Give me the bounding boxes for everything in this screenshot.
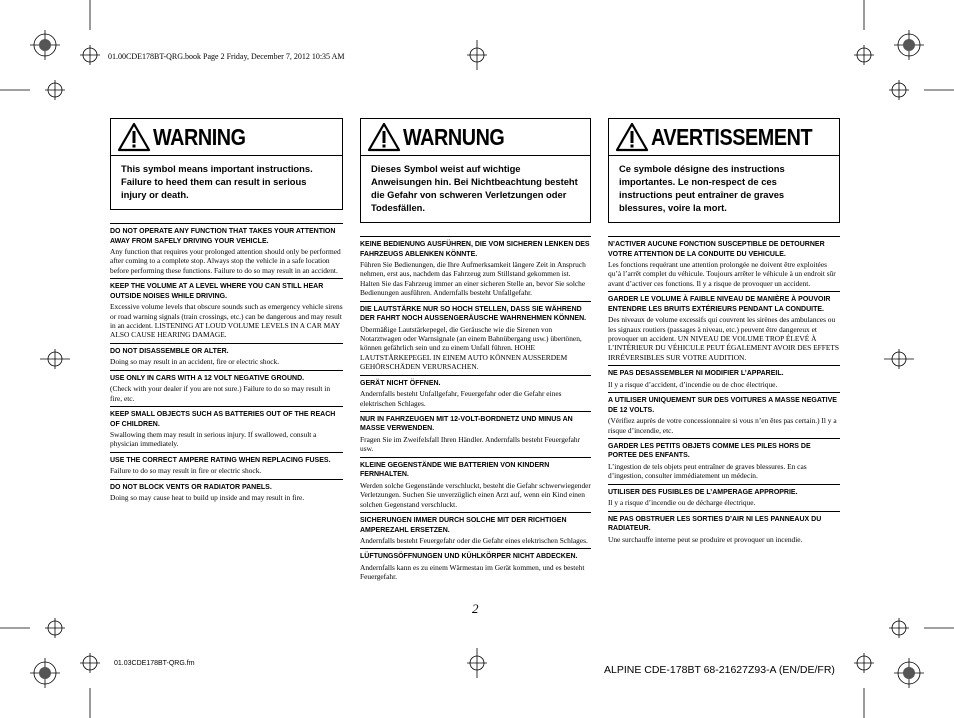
item-text: Andernfalls besteht Feuergefahr oder die Gefahr eines elektrischen Schlages.	[360, 536, 588, 545]
item-text: Übermäßige Lautstärkepegel, die Geräusche wie die Sirenen von Notarztwagen oder Warnsignale (an einem Bahnübergang usw.) übertönen, können gefährlich sein und zu einem Unfall führen. HOHE LAUTSTÄRKEPEGEL IN EINEM AUTO KÖNNEN AUSSERDEM GEHÖRSCHÄDEN VERURSACHEN.	[360, 324, 582, 372]
warning-item	[608, 438, 840, 481]
warning-item	[360, 512, 591, 545]
item-heading: DO NOT OPERATE ANY FUNCTION THAT TAKES YOUR ATTENTION AWAY FROM SAFELY DRIVING YOUR VEHICLE.	[110, 228, 336, 245]
item-text: L’ingestion de tels objets peut entraîner de graves blessures. En cas d’ingestion, consulter immédiatement un médecin.	[608, 461, 807, 481]
warning-title-bar	[609, 119, 839, 156]
item-text: Doing so may cause heat to build up inside and may result in fire.	[110, 493, 305, 503]
warning-item	[360, 301, 591, 372]
item-heading: UTILISER DES FUSIBLES DE L’AMPERAGE APPROPRIE.	[608, 488, 798, 496]
warning-intro: This symbol means important instructions. Failure to heed them can result in serious injury or death.	[121, 163, 313, 200]
item-heading: KLEINE GEGENSTÄNDE WIE BATTERIEN VON KINDERN FERNHALTEN.	[360, 461, 550, 479]
footer-model: ALPINE CDE-178BT 68-21627Z93-A (EN/DE/FR)	[604, 664, 835, 676]
warning-item	[360, 375, 591, 408]
warning-item	[110, 406, 343, 449]
item-text: Führen Sie Bedienungen, die Ihre Aufmerksamkeit längere Zeit in Anspruch nehmen, erst aus, nachdem das Fahrzeug zum Stillstand gekommen ist. Halten Sie das Fahrzeug immer an einer sicheren Stelle an, bevor Sie solche Bedienungen ausführen. Andernfalls besteht Unfallgefahr.	[360, 260, 586, 298]
warning-item	[608, 291, 840, 362]
item-heading: DO NOT BLOCK VENTS OR RADIATOR PANELS.	[110, 483, 272, 491]
item-heading: LÜFTUNGSÖFFNUNGEN UND KÜHLKÖRPER NICHT ABDECKEN.	[360, 553, 578, 561]
warning-item	[110, 223, 343, 275]
item-text: Swallowing them may result in serious injury. If swallowed, consult a physician immediately.	[110, 430, 317, 449]
warning-item	[360, 411, 591, 454]
item-heading: USE THE CORRECT AMPERE RATING WHEN REPLACING FUSES.	[110, 456, 331, 464]
warning-item	[110, 479, 343, 503]
item-text: Excessive volume levels that obscure sounds such as emergency vehicle sirens or road warning signals (train crossings, etc.) can be dangerous and may result in an accident. LISTENING AT LOUD VOLUME LEVELS IN A CAR MAY ALSO CAUSE HEARING DAMAGE.	[110, 302, 343, 340]
item-heading: USE ONLY IN CARS WITH A 12 VOLT NEGATIVE GROUND.	[110, 374, 305, 382]
item-text: Il y a risque d’accident, d’incendie ou de choc électrique.	[608, 379, 778, 389]
item-text: Une surchauffe interne peut se produire et provoquer un incendie.	[608, 534, 803, 544]
item-heading: KEEP THE VOLUME AT A LEVEL WHERE YOU CAN STILL HEAR OUTSIDE NOISES WHILE DRIVING.	[110, 283, 324, 300]
warning-title-bar	[111, 119, 342, 156]
item-text: Fragen Sie im Zweifelsfall Ihren Händler. Andernfalls besteht Feuergefahr usw.	[360, 434, 581, 454]
page-number: 2	[472, 601, 479, 616]
item-heading: NE PAS OBSTRUER LES SORTIES D’AIR NI LES PANNEAUX DU RADIATEUR.	[608, 515, 822, 533]
item-heading: DO NOT DISASSEMBLE OR ALTER.	[110, 347, 229, 355]
warning-triangle-icon	[117, 122, 151, 152]
warning-title: AVERTISSEMENT	[651, 123, 813, 150]
item-heading: KEINE BEDIENUNG AUSFÜHREN, DIE VOM SICHEREN LENKEN DES FAHRZEUGS ABLENKEN KÖNNTE.	[360, 241, 590, 258]
warning-item	[110, 452, 343, 476]
item-text: Des niveaux de volume excessifs qui couvrent les sirènes des ambulances ou les signaux routiers (passages à niveau, etc.) peuvent être dangereux et provoquer un accident. UN NIVEAU DE VOLUME TROP ÉLEVÉ À L’INTÉRIEUR DU VÉHICULE PEUT ÉGALEMENT AVOIR DES EFFETS IRRÉVERSIBLES SUR VOTRE AUDITION.	[608, 315, 839, 362]
warning-item	[360, 457, 591, 509]
warning-item	[608, 484, 840, 508]
warning-item	[608, 365, 840, 389]
item-heading: N’ACTIVER AUCUNE FONCTION SUSCEPTIBLE DE DETOURNER VOTRE ATTENTION DE LA CONDUITE DU VEHICULE.	[608, 241, 825, 258]
warning-title: WARNING	[153, 123, 246, 150]
item-heading: DIE LAUTSTÄRKE NUR SO HOCH STELLEN, DASS SIE WÄHREND DER FAHRT NOCH AUSSENGERÄUSCHE WAHRNEHMEN KÖNNEN.	[360, 305, 587, 323]
item-heading: A UTILISER UNIQUEMENT SUR DES VOITURES A MASSE NEGATIVE DE 12 VOLTS.	[608, 397, 837, 414]
warning-item	[360, 548, 591, 581]
item-heading: SICHERUNGEN IMMER DURCH SOLCHE MIT DER RICHTIGEN AMPEREZAHL ERSETZEN.	[360, 517, 567, 534]
item-text: Andernfalls besteht Unfallgefahr, Feuergefahr oder die Gefahr eines elektrischen Schlages.	[360, 389, 562, 408]
warning-intro: Dieses Symbol weist auf wichtige Anweisungen hin. Bei Nichtbeachtung besteht die Gefahr von schweren Verletzungen oder Todesfällen.	[371, 163, 578, 213]
warning-item	[608, 392, 840, 435]
item-text: Any function that requires your prolonged attention should only be performed after coming to a complete stop. Always stop the vehicle in a safe location before performing these functions. Failure to do so may result in an accident.	[110, 247, 341, 275]
item-text: Andernfalls kann es zu einem Wärmestau im Gerät kommen, und es besteht Feuergefahr.	[360, 562, 585, 582]
warning-item	[608, 236, 840, 288]
warning-title-bar	[361, 119, 590, 156]
item-heading: NUR IN FAHRZEUGEN MIT 12-VOLT-BORDNETZ UND MINUS AN MASSE VERWENDEN.	[360, 415, 573, 433]
warning-title: WARNUNG	[403, 123, 505, 150]
item-text: Werden solche Gegenstände verschluckt, besteht die Gefahr schwerwiegender Verletzungen. Suchen Sie unverzüglich einen Arzt auf, wenn ein Kind einen solchen Gegenstand verschluckt.	[360, 480, 591, 509]
item-text: Failure to do so may result in fire or electric shock.	[110, 466, 262, 476]
item-heading: KEEP SMALL OBJECTS SUCH AS BATTERIES OUT OF THE REACH OF CHILDREN.	[110, 411, 336, 428]
warning-item	[110, 343, 343, 367]
item-heading: GERÄT NICHT ÖFFNEN.	[360, 379, 441, 387]
footer-filename: 01.03CDE178BT-QRG.fm	[114, 660, 195, 667]
column-french	[608, 118, 840, 544]
item-heading: GARDER LES PETITS OBJETS COMME LES PILES HORS DE PORTEE DES ENFANTS.	[608, 442, 811, 460]
warning-box	[110, 118, 343, 210]
item-text: (Check with your dealer if you are not sure.) Failure to do so may result in fire, etc.	[110, 384, 331, 403]
item-text: Il y a risque d’incendie ou de décharge électrique.	[608, 498, 756, 508]
warning-intro: Ce symbole désigne des instructions importantes. Le non-respect de ces instructions peut entraîner de graves blessures, voire la mort.	[619, 163, 785, 213]
column-english	[110, 118, 343, 503]
warning-item	[110, 278, 343, 340]
item-heading: NE PAS DESASSEMBLER NI MODIFIER L’APPAREIL.	[608, 370, 784, 378]
warning-triangle-icon	[615, 122, 649, 152]
file-info-header: 01.00CDE178BT-QRG.book Page 2 Friday, December 7, 2012 10:35 AM	[108, 52, 345, 61]
warning-item	[608, 511, 840, 544]
item-text: (Vérifiez auprès de votre concessionnaire si vous n’en êtes pas certain.) Il y a risque d’incendie, etc.	[608, 416, 837, 435]
warning-triangle-icon	[367, 122, 401, 152]
warning-box	[608, 118, 840, 223]
warning-item	[110, 370, 343, 403]
column-german	[360, 118, 591, 582]
item-text: Les fonctions requérant une attention prolongée ne doivent être exploitées qu’à l’arrêt complet du véhicule. Toujours arrêter le véhicule à un endroit sûr avant d’activer ces fonctions. Il y a risque de provoquer un accident.	[608, 260, 836, 288]
item-heading: GARDER LE VOLUME À FAIBLE NIVEAU DE MANIÈRE À POUVOIR ENTENDRE LES BRUITS EXTÉRIEURS PENDANT LA CONDUITE.	[608, 296, 831, 313]
warning-item	[360, 236, 591, 298]
warning-box	[360, 118, 591, 223]
item-text: Doing so may result in an accident, fire or electric shock.	[110, 357, 280, 367]
